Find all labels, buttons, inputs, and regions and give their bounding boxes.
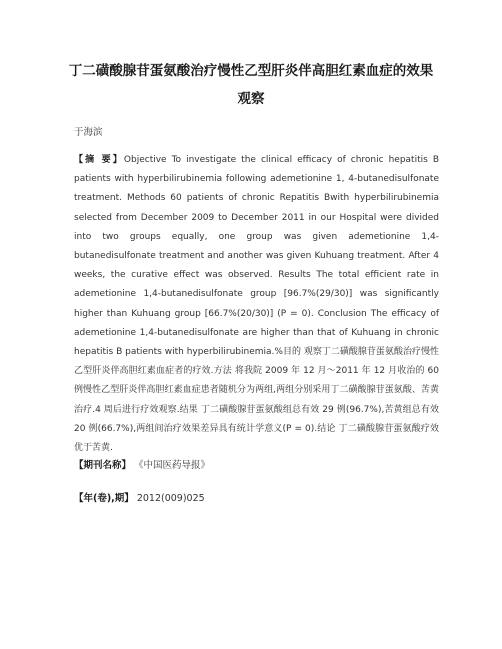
journal-name-row	[74, 457, 210, 471]
abstract-text: Objective To investigate the clinical efficacy of chronic hepatitis B patients with hyperbilirubinemia following ademetionine 1, 4-butanedisulfonate treatment. Methods 60 patients of chronic Repatitis Bwith hyperbilirubinemia selected from December 2009 to December 2011 in our Hospital were divided into two groups equally, one group was given ademetionine 1,4-butanedisulfonate treatment and another was given Kuhuang treatment. After 4 weeks, the curative effect was observed. Results The total efficient rate in ademetionine 1,4-butanedisulfonate group [96.7%(29/30)] was significantly higher than Kuhuang group [66.7%(20/30)] (P = 0). Conclusion The efficacy of ademetionine 1,4-butanedisulfonate are higher than that of Kuhuang in chronic hepatitis B patients with hyperbilirubinemia.%目的 观察丁二磺酸腺苷蛋氨酸治疗慢性乙型肝炎伴高胆红素血症者的疗效.方法 将我院 2009 年 12 月～2011 年 12 月收治的 60 例慢性乙型肝炎伴高胆红素血症患者随机分为两组,两组分别采用丁二磺酸腺苷蛋氨酸、苦黄治疗.4 周后进行疗效观察.结果 丁二磺酸腺苷蛋氨酸组总有效 29 例(96.7%),苦黄组总有效 20 例(66.7%),两组间治疗效果差异具有统计学意义(P = 0).结论 丁二磺酸腺苷蛋氨酸疗效优于苦黄.	[74, 155, 439, 454]
abstract-block	[74, 151, 439, 458]
article-author: 于海滨	[74, 127, 103, 138]
article-title-line2: 观察	[237, 91, 265, 107]
year-volume-issue-value: 2012(009)025	[136, 493, 205, 504]
abstract-label: 【摘 要】	[74, 155, 124, 165]
article-title-line1: 丁二磺酸腺苷蛋氨酸治疗慢性乙型肝炎伴高胆红素血症的效果	[68, 63, 434, 79]
article-title	[40, 57, 462, 113]
year-volume-issue-label: 【年(卷),期】	[74, 493, 134, 504]
year-volume-issue-row	[74, 490, 205, 504]
journal-name-label: 【期刊名称】	[74, 460, 132, 471]
journal-name-value: 《中国医药导报》	[134, 460, 211, 471]
